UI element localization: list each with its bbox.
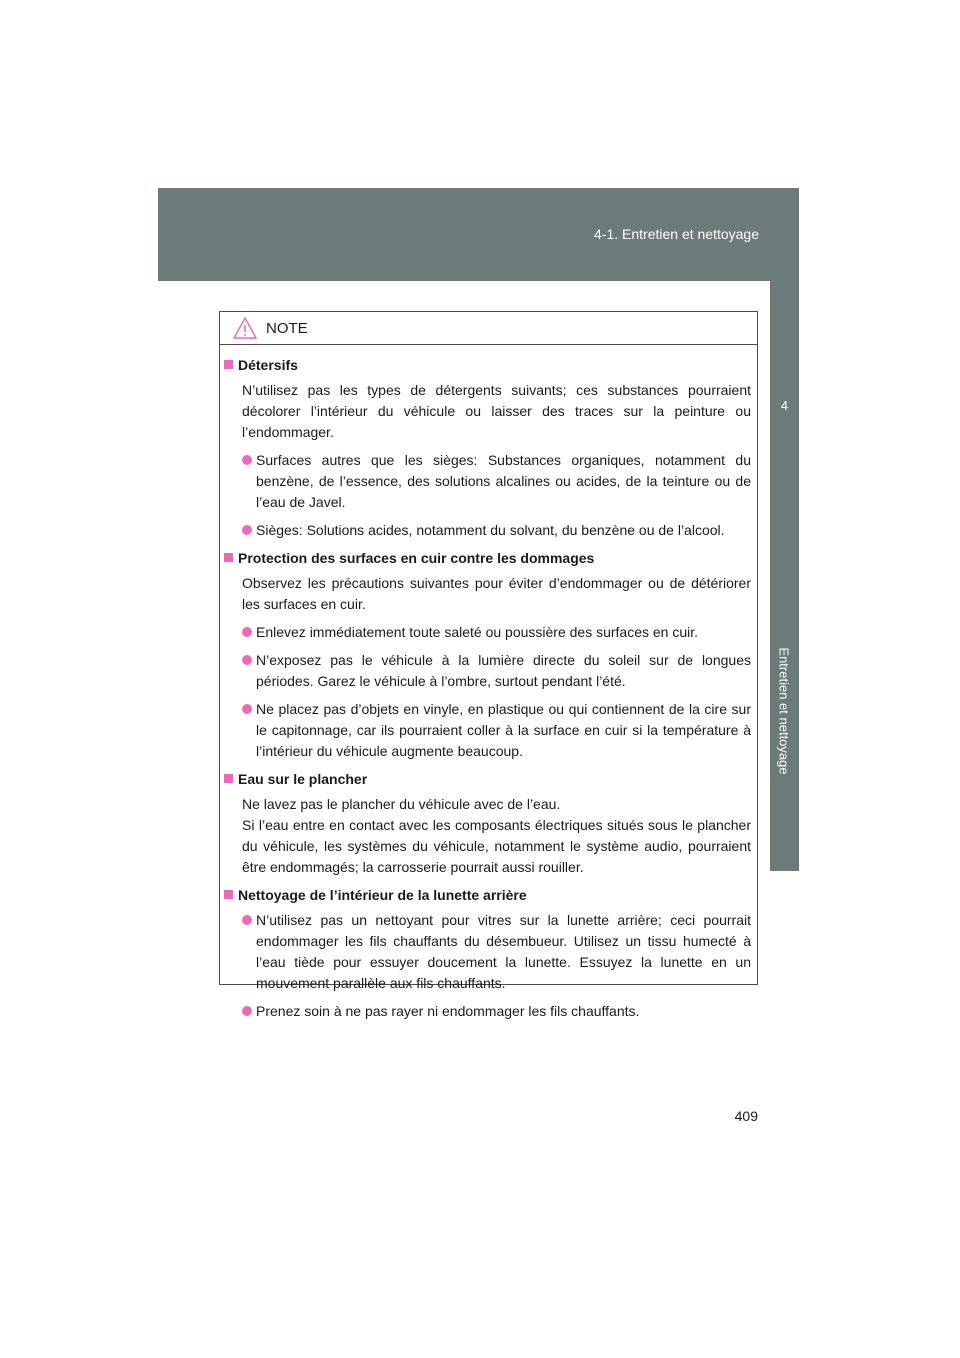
section-paragraph: Si l’eau entre en contact avec les composants électriques situés sous le plancher du véhicule, les systèmes du véhicule, notamment le système audio, pourraient être endommagés; la carrosserie pourrait aussi rouiller. [242,817,751,875]
bullet-dot-icon [242,627,252,637]
section-title-detersifs: Détersifs [224,355,751,376]
bullet-item: Sièges: Solutions acides, notamment du solvant, du benzène ou de l’alcool. [224,520,751,541]
section-square-icon [224,890,233,899]
bullet-item: N’exposez pas le véhicule à la lumière directe du soleil sur de longues périodes. Garez le véhicule à l’ombre, surtout pendant l’été. [224,650,751,692]
bullet-dot-icon [242,455,252,465]
bullet-dot-icon [242,704,252,714]
bullet-dot-icon [242,525,252,535]
bullet-item: Ne placez pas d’objets en vinyle, en plastique ou qui contiennent de la cire sur le capitonnage, car ils pourraient coller à la surface en cuir si la température à l’intérieur du véhicule augmente beaucoup. [224,699,751,762]
chapter-title: 4-1. Entretien et nettoyage [594,226,759,242]
section-paragraph: N’utilisez pas les types de détergents suivants; ces substances pourraient décolorer l’intérieur du véhicule ou laisser des traces sur la peinture ou l’endommager. [242,382,751,440]
section-square-icon [224,360,233,369]
bullet-item: N’utilisez pas un nettoyant pour vitres sur la lunette arrière; ceci pourrait endommager les fils chauffants du désembueur. Utilisez un tissu humecté à l’eau tiède pour essuyer doucement la lunette. Essuyez la lunette en un mouvement parallèle aux fils chauffants. [224,910,751,994]
section-title-lunette: Nettoyage de l’intérieur de la lunette arrière [224,885,751,906]
bullet-item: Surfaces autres que les sièges: Substances organiques, notamment du benzène, de l’essence, des solutions alcalines ou acides, de la teinture ou de l’eau de Javel. [224,450,751,513]
note-title: NOTE [266,319,308,337]
bullet-item: Enlevez immédiatement toute saleté ou poussière des surfaces en cuir. [224,622,751,643]
note-body [220,345,757,1022]
section-square-icon [224,553,233,562]
note-header [220,312,757,345]
header-band [158,188,799,281]
bullet-dot-icon [242,655,252,665]
bullet-item: Prenez soin à ne pas rayer ni endommager les fils chauffants. [224,1001,751,1022]
section-paragraph: Observez les précautions suivantes pour éviter d’endommager ou de détériorer les surfaces en cuir. [242,575,751,612]
section-title-eau: Eau sur le plancher [224,769,751,790]
warning-triangle-icon [232,316,258,340]
chapter-side-label: Entretien et nettoyage [776,647,792,775]
section-square-icon [224,774,233,783]
page-number: 409 [734,1108,758,1124]
chapter-number: 4 [780,398,789,413]
section-paragraph: Ne lavez pas le plancher du véhicule avec de l’eau. [242,796,561,812]
chapter-side-tab [770,281,799,871]
bullet-dot-icon [242,915,252,925]
bullet-dot-icon [242,1006,252,1016]
note-box [219,311,758,1019]
section-title-cuir: Protection des surfaces en cuir contre les dommages [224,548,751,569]
